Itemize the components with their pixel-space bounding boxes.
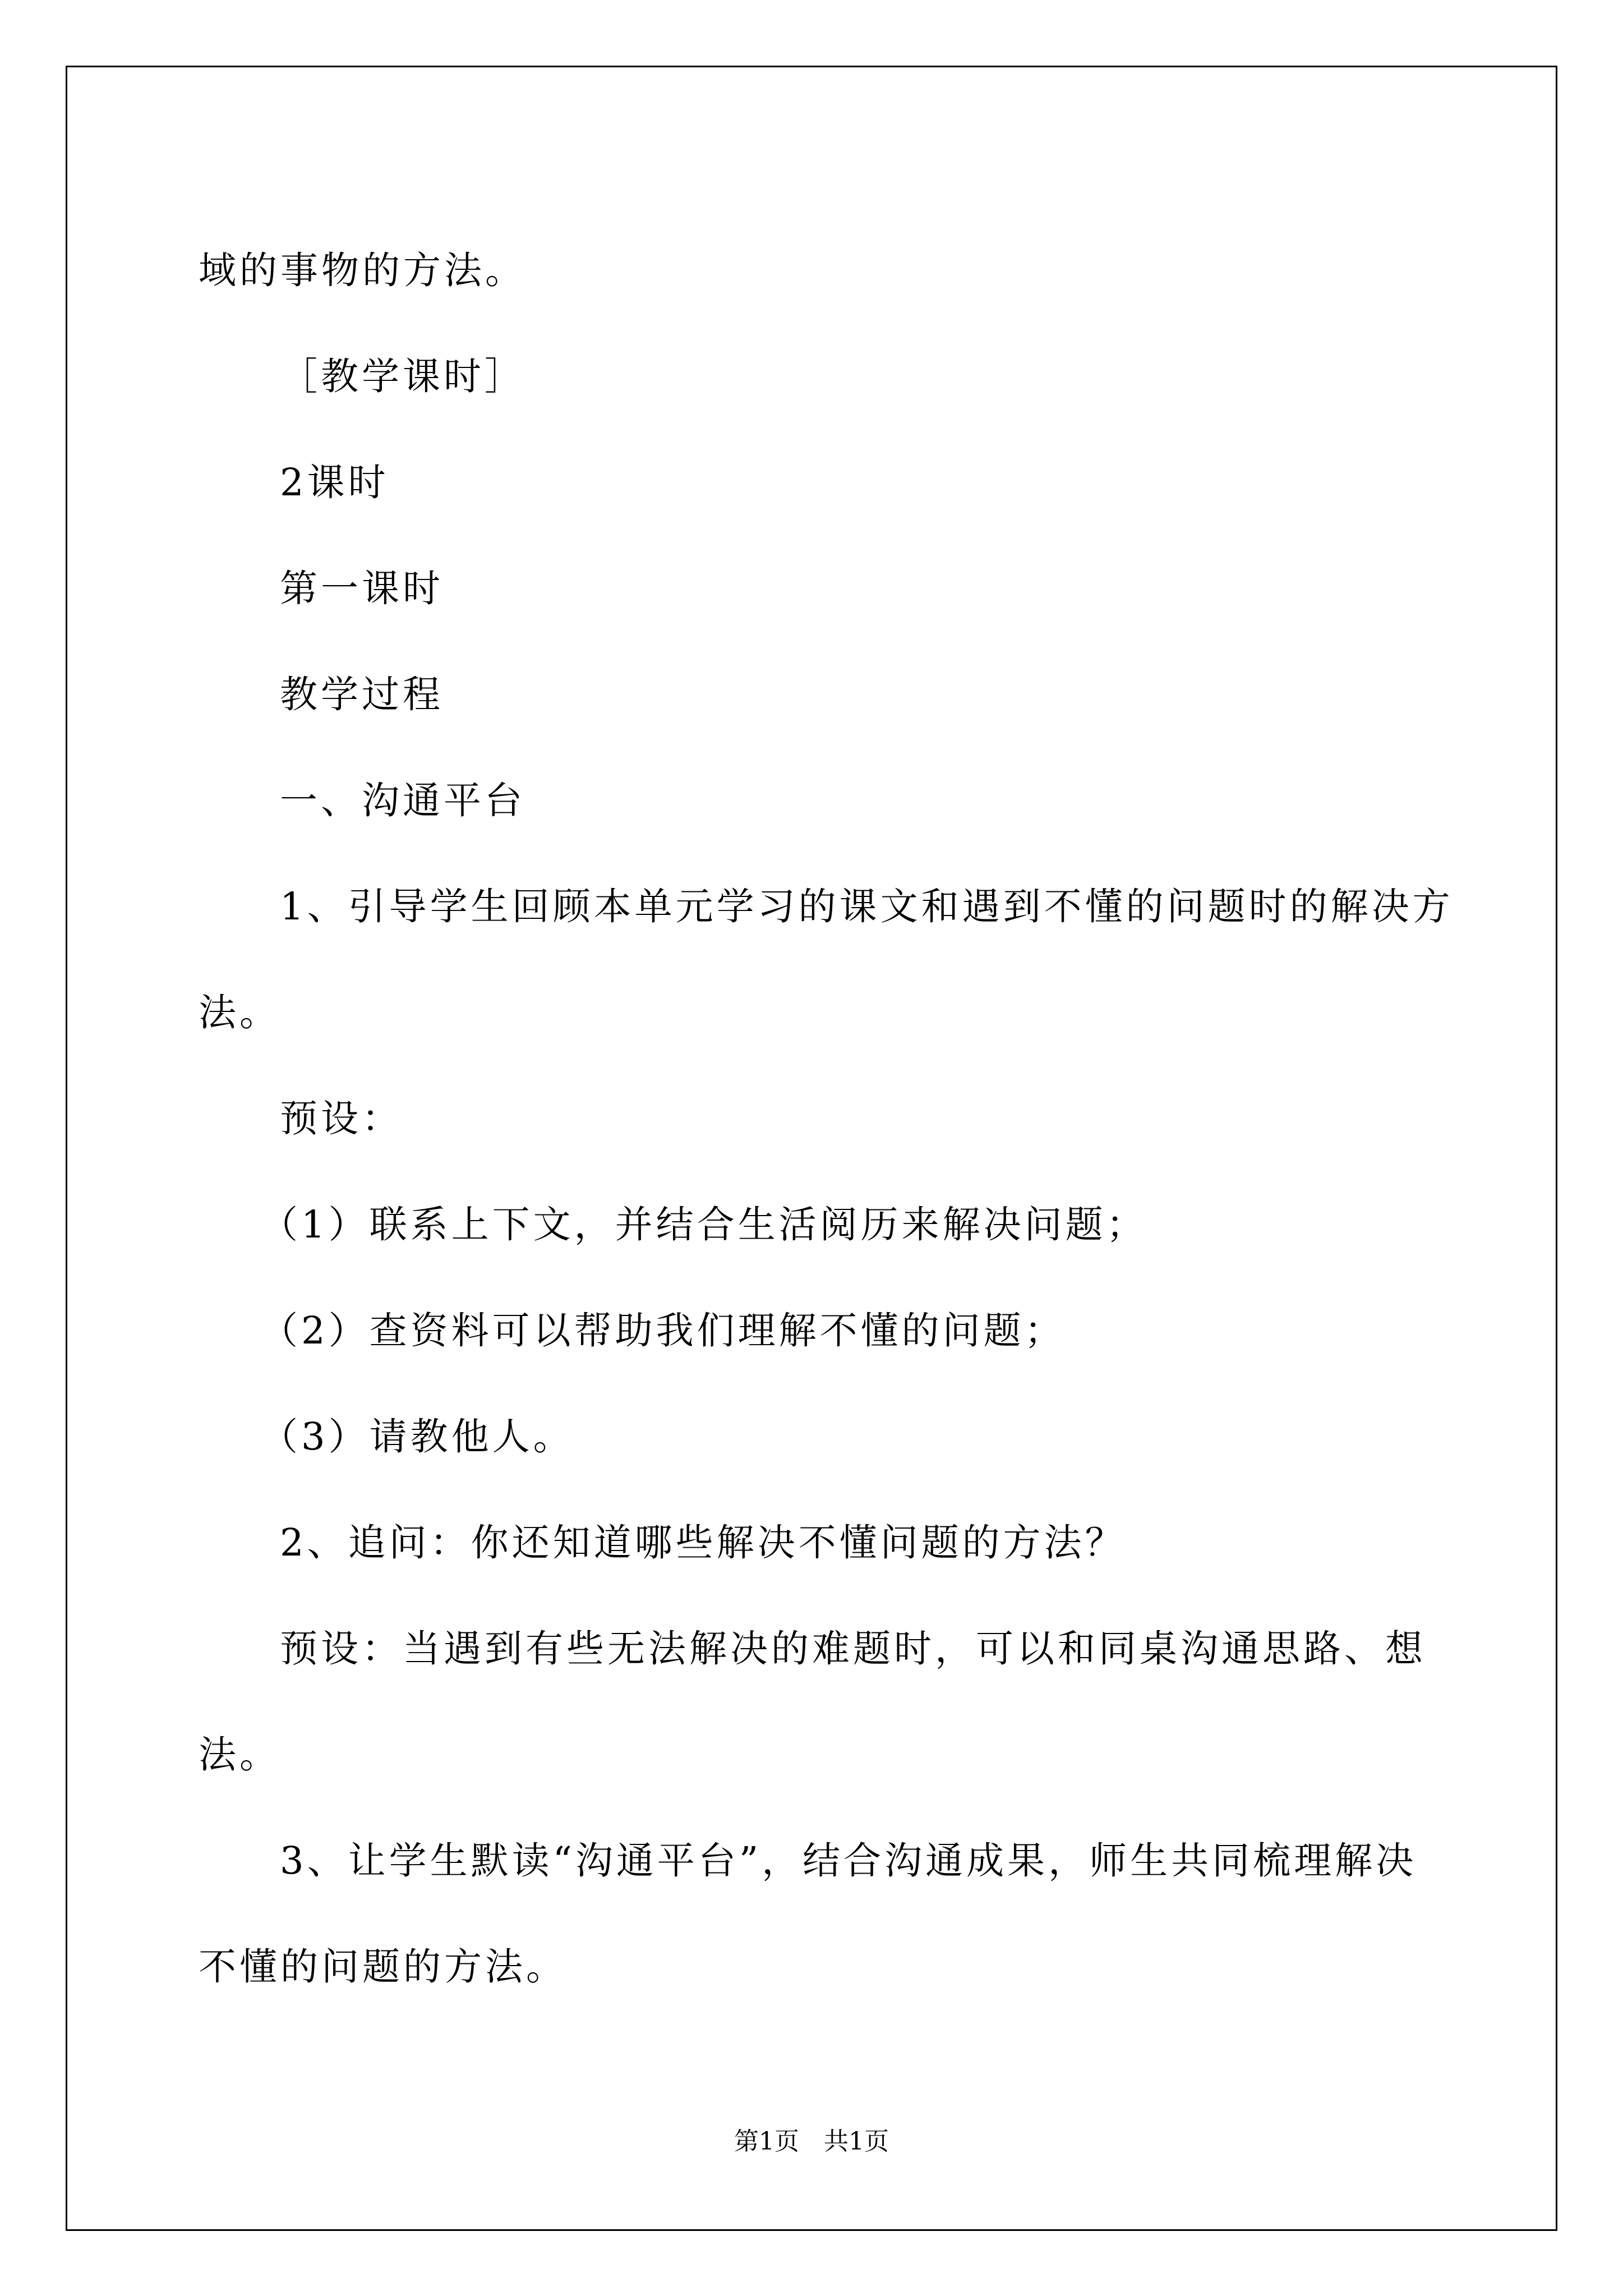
document-body	[199, 218, 1454, 2020]
paragraph-line: 法。	[199, 991, 280, 1034]
list-item: （3）请教他人。	[260, 1415, 574, 1458]
list-item: （1）联系上下文，并结合生活阅历来解决问题；	[260, 1203, 1147, 1246]
paragraph-line: 2课时	[280, 461, 389, 504]
section-heading-platform: 一、沟通平台	[280, 779, 525, 822]
paragraph-line: 教学过程	[280, 673, 444, 716]
paragraph-line: 预设：当遇到有些无法解决的难题时，可以和同桌沟通思路、想	[280, 1627, 1426, 1671]
paragraph-line: 不懂的问题的方法。	[199, 1945, 567, 1989]
page-number-footer: 第1页 共1页	[734, 2127, 889, 2156]
paragraph-line: 预设：	[280, 1097, 403, 1140]
paragraph-line: 1、引导学生回顾本单元学习的课文和遇到不懂的问题时的解决方	[280, 885, 1454, 928]
paragraph-line: 法。	[199, 1733, 280, 1777]
paragraph-line: 2、追问：你还知道哪些解决不懂问题的方法？	[280, 1521, 1126, 1565]
paragraph-line: 域的事物的方法。	[199, 249, 526, 292]
paragraph-line: 3、让学生默读“沟通平台”，结合沟通成果，师生共同梳理解决	[280, 1839, 1417, 1883]
paragraph-line: 第一课时	[280, 567, 444, 610]
list-item: （2）查资料可以帮助我们理解不懂的问题；	[260, 1309, 1066, 1352]
section-heading-lesson-hours: ［教学课时］	[280, 355, 525, 398]
